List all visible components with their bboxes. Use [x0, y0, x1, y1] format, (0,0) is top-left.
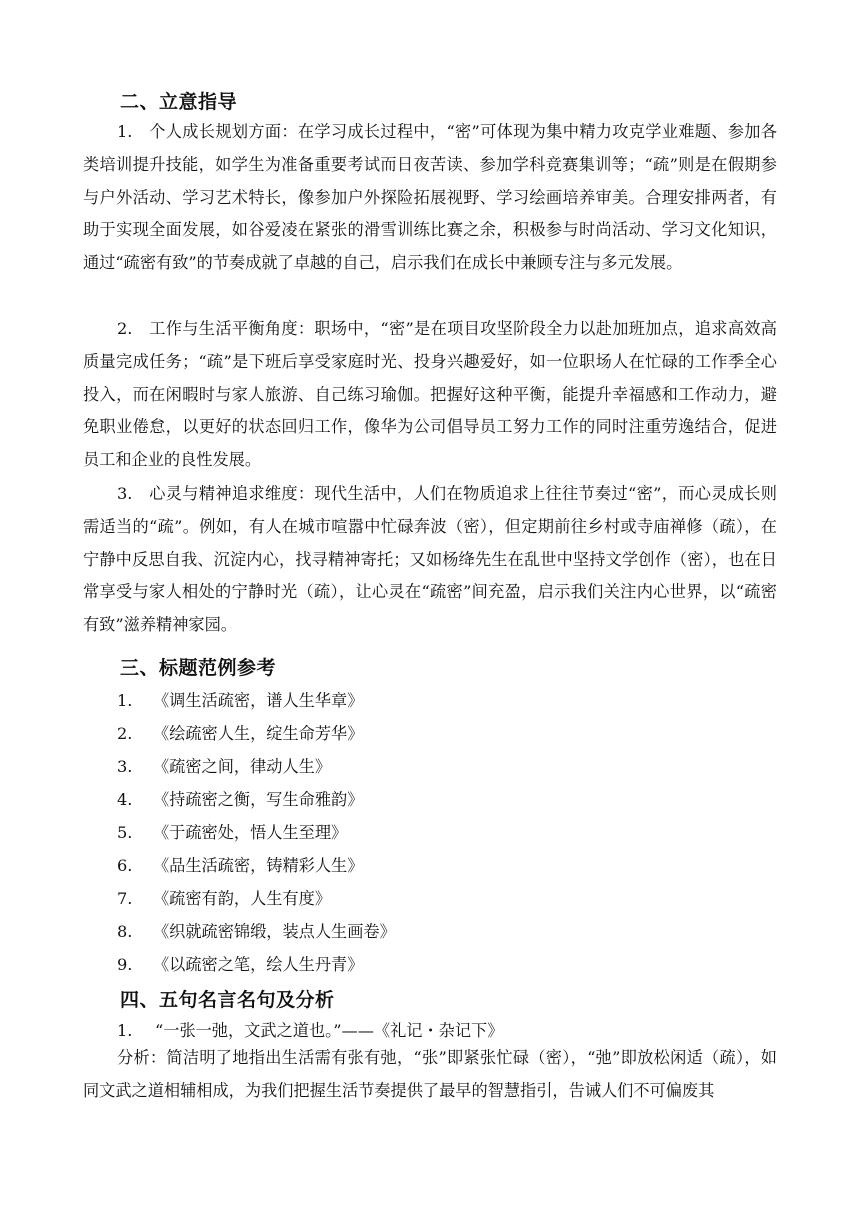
item-number: 4.	[117, 790, 133, 809]
quote-item	[117, 1020, 503, 1042]
title-example-item	[117, 756, 331, 778]
item-number: 7.	[117, 889, 133, 908]
title-example-item	[117, 789, 363, 811]
item-number: 1.	[117, 691, 133, 710]
title-example-item	[117, 822, 347, 844]
item-text: 《织就疏密锦缎，装点人生画卷》	[153, 922, 396, 941]
item-number: 8.	[117, 922, 133, 941]
item-text: 《以疏密之笔，绘人生丹青》	[153, 955, 364, 974]
title-example-item	[117, 921, 396, 943]
section-heading-title-examples: 三、标题范例参考	[120, 657, 277, 679]
item-text: 《持疏密之衡，写生命雅韵》	[153, 790, 364, 809]
section-heading-quotes: 四、五句名言名句及分析	[120, 989, 335, 1011]
section-heading-guidance: 二、立意指导	[120, 91, 238, 113]
item-text: 《绘疏密人生，绽生命芳华》	[153, 724, 364, 743]
guidance-paragraph-2: 2. 工作与生活平衡角度：职场中，“密”是在项目攻坚阶段全力以赴加班加点，追求高效高质量完成任务；“疏”是下班后享受家庭时光、投身兴趣爱好，如一位职场人在忙碌的工作季全心投入，而在闲暇时与家人旅游、自己练习瑜伽。把握好这种平衡，能提升幸福感和工作动力，避免职业倦怠，以更好的状态回归工作，像华为公司倡导员工努力工作的同时注重劳逸结合，促进员工和企业的良性发展。	[83, 319, 777, 470]
item-number: 3.	[117, 757, 133, 776]
guidance-paragraph-1: 1. 个人成长规划方面：在学习成长过程中，“密”可体现为集中精力攻克学业难题、参加各类培训提升技能，如学生为准备重要考试而日夜苦读、参加学科竞赛集训等；“疏”则是在假期参与户外活动、学习艺术特长，像参加户外探险拓展视野、学习绘画培养审美。合理安排两者，有助于实现全面发展，如谷爱凌在紧张的滑雪训练比赛之余，积极参与时尚活动、学习文化知识，通过“疏密有致”的节奏成就了卓越的自己，启示我们在成长中兼顾专注与多元发展。	[83, 122, 777, 273]
item-text: 《疏密有韵，人生有度》	[153, 889, 332, 908]
item-number: 6.	[117, 856, 133, 875]
title-example-item	[117, 954, 363, 976]
item-text: 《疏密之间，律动人生》	[153, 757, 332, 776]
item-number: 5.	[117, 823, 133, 842]
item-number: 9.	[117, 955, 133, 974]
title-example-item	[117, 690, 363, 712]
title-example-item	[117, 888, 331, 910]
title-example-item	[117, 855, 363, 877]
title-example-item	[117, 723, 363, 745]
item-text: 《于疏密处，悟人生至理》	[153, 823, 348, 842]
quote-analysis: 分析：简洁明了地指出生活需有张有弛，“张”即紧张忙碌（密），“弛”即放松闲适（疏），如同文武之道相辅相成，为我们把握生活节奏提供了最早的智慧指引，告诫人们不可偏废其	[83, 1048, 777, 1100]
quote-text: “一张一弛，文武之道也。”——《礼记・杂记下》	[155, 1021, 504, 1040]
item-number: 2.	[117, 724, 133, 743]
item-text: 《品生活疏密，铸精彩人生》	[153, 856, 364, 875]
quote-number: 1.	[117, 1021, 133, 1040]
item-text: 《调生活疏密，谱人生华章》	[153, 691, 364, 710]
guidance-paragraph-3: 3. 心灵与精神追求维度：现代生活中，人们在物质追求上往往节奏过“密”，而心灵成长则需适当的“疏”。例如，有人在城市喧嚣中忙碌奔波（密），但定期前往乡村或寺庙禅修（疏），在宁静中反思自我、沉淀内心，找寻精神寄托；又如杨绛先生在乱世中坚持文学创作（密），也在日常享受与家人相处的宁静时光（疏），让心灵在“疏密”间充盈，启示我们关注内心世界，以“疏密有致”滋养精神家园。	[83, 484, 777, 635]
